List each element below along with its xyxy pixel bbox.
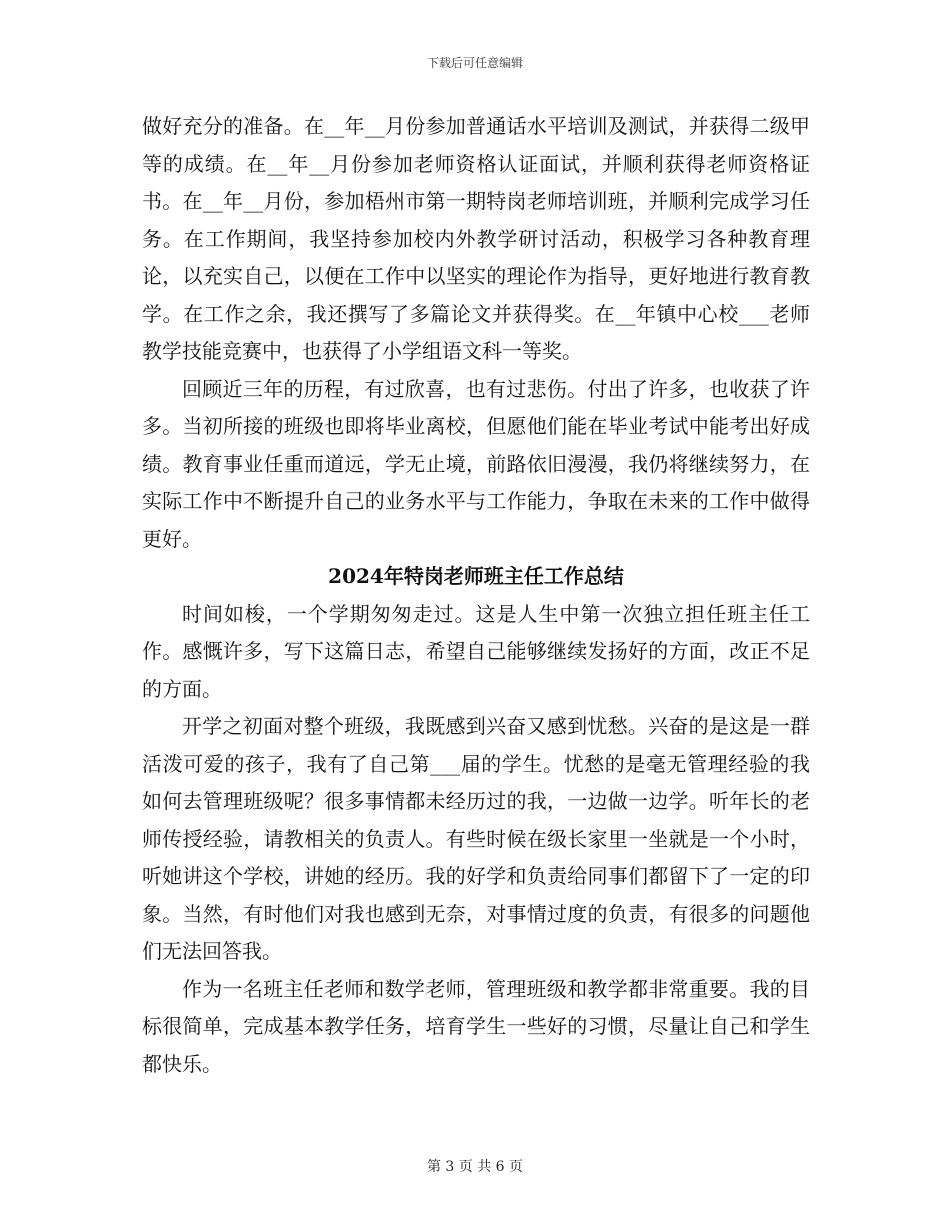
page-header: 下载后可任意编辑 [426,56,523,70]
paragraph-goals: 作为一名班主任老师和数学老师，管理班级和教学都非常重要。我的目标很简单，完成基本教学任务，培育学生一些好的习惯，尽量让自己和学生都快乐。 [142,976,810,1076]
section-title: 2024年特岗老师班主任工作总结 [328,564,624,588]
page-number-footer: 第 3 页 共 6 页 [426,1159,524,1175]
paragraph-intro: 时间如梭，一个学期匆匆走过。这是人生中第一次独立担任班主任工作。感慨许多，写下这篇日志，希望自己能够继续发扬好的方面，改正不足的方面。 [142,601,810,701]
paragraph-review: 回顾近三年的历程，有过欣喜，也有过悲伤。付出了许多，也收获了许多。当初所接的班级也即将毕业离校，但愿他们能在毕业考试中能考出好成绩。教育事业任重而道远，学无止境，前路依旧漫漫，我仍将继续努力，在实际工作中不断提升自己的业务水平与工作能力，争取在未来的工作中做得更好。 [142,376,810,551]
paragraph-start-of-term: 开学之初面对整个班级，我既感到兴奋又感到忧愁。兴奋的是这是一群活泼可爱的孩子，我有了自己第___届的学生。忧愁的是毫无管理经验的我如何去管理班级呢？很多事情都未经历过的我，一边做一边学。听年长的老师传授经验，请教相关的负责人。有些时候在级长家里一坐就是一个小时，听她讲这个学校，讲她的经历。我的好学和负责给同事们都留下了一定的印象。当然，有时他们对我也感到无奈，对事情过度的负责，有很多的问题他们无法回答我。 [142,714,810,963]
document-body [142,108,810,1083]
paragraph-continuation: 做好充分的准备。在__年__月份参加普通话水平培训及测试，并获得二级甲等的成绩。在__年__月份参加老师资格认证面试，并顺利获得老师资格证书。在__年__月份，参加梧州市第一期特岗老师培训班，并顺利完成学习任务。在工作期间，我坚持参加校内外教学研讨活动，积极学习各种教育理论，以充实自己，以便在工作中以坚实的理论作为指导，更好地进行教育教学。在工作之余，我还撰写了多篇论文并获得奖。在__年镇中心校___老师教学技能竞赛中，也获得了小学组语文科一等奖。 [142,114,810,363]
